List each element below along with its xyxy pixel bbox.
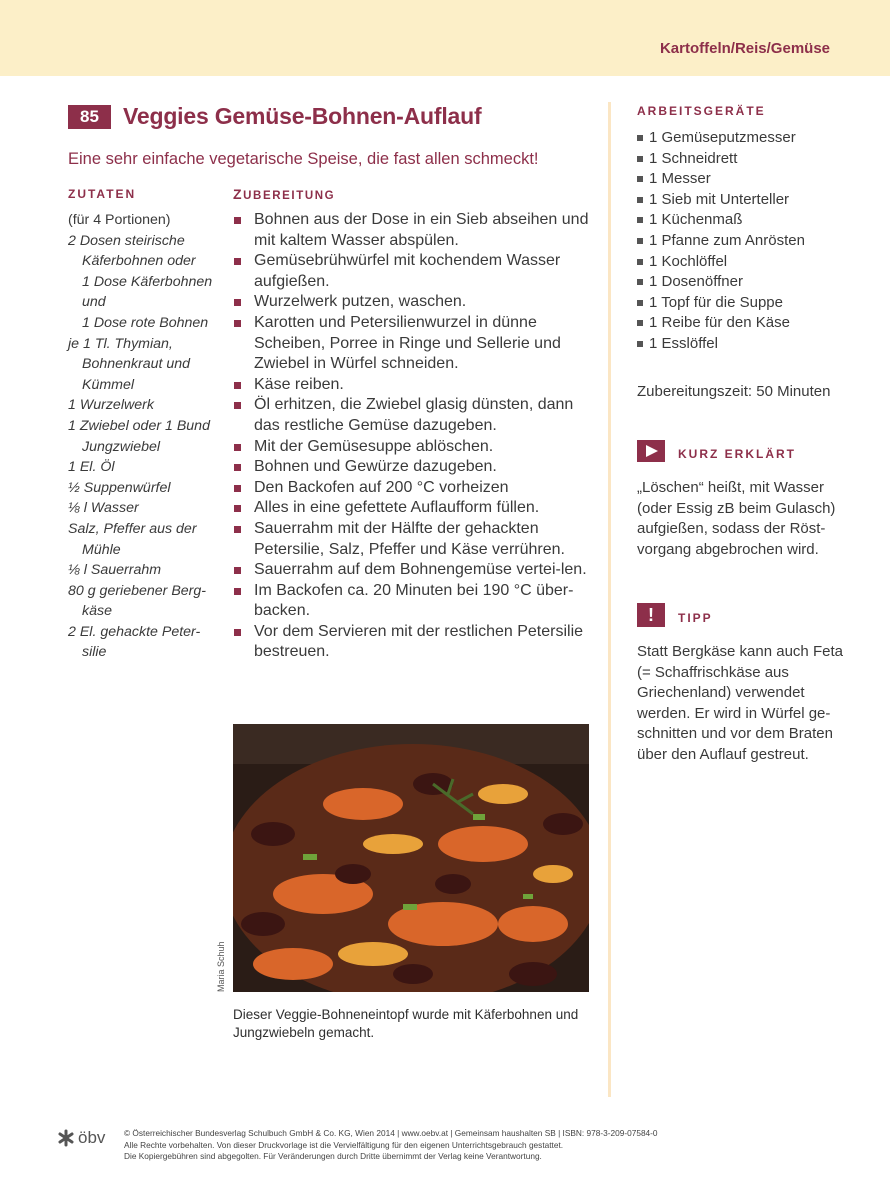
photo-caption: Dieser Veggie-Bohneneintopf wurde mit Käferbohnen und Jungzwiebeln gemacht.	[233, 1007, 579, 1040]
tool-item-text: 1 Sieb mit Unterteller	[649, 190, 790, 208]
preparation-step-text: Mit der Gemüsesuppe ablöschen.	[254, 437, 494, 455]
bullet-square-icon	[637, 217, 643, 223]
tools-list	[637, 128, 805, 355]
tool-item-text: 1 Gemüseputzmesser	[649, 129, 796, 146]
header-band	[0, 0, 890, 76]
ingredient-line: silie	[82, 644, 107, 661]
preparation-step-text: Bohnen und Gewürze dazugeben.	[254, 458, 497, 476]
tool-item-text: 1 Reibe für den Käse	[649, 314, 790, 332]
preparation-step-text: Käse reiben.	[254, 375, 344, 393]
tool-item	[637, 169, 805, 190]
exclamation-icon: !	[637, 603, 665, 627]
ingredient-line: ⅛ l Sauerrahm	[68, 562, 162, 579]
publisher-logo	[57, 1128, 105, 1148]
preparation-step-text: Bohnen aus der Dose in ein Sieb abseihen und mit kaltem Wasser abspülen.	[254, 211, 589, 249]
photo-credit: Maria Schuh	[216, 941, 226, 992]
footer-line-3: Die Kopiergebühren sind abgegolten. Für Veränderungen durch Dritte übernimmt der Verlag keine Verantwortung.	[124, 1151, 542, 1162]
preparation-heading: ZUBEREITUNG	[233, 186, 336, 202]
preparation-step	[233, 375, 593, 396]
logo-star-icon	[57, 1129, 75, 1147]
ingredient-line: und	[82, 294, 106, 311]
tip-heading: TIPP	[678, 611, 713, 625]
preparation-step	[233, 292, 593, 313]
bullet-square-icon	[637, 320, 643, 326]
footer-line-1: © Österreichischer Bundesverlag Schulbuch GmbH & Co. KG, Wien 2014 | www.oebv.at | Gemeinsam haushalten SB | ISBN: 978-3-209-07584-0	[124, 1128, 658, 1138]
ingredient-line: 2 El. gehackte Peter-	[68, 623, 201, 640]
bullet-square-icon	[234, 402, 241, 409]
preparation-step	[233, 519, 593, 560]
ingredient-line: Jungzwiebel	[82, 438, 161, 455]
ingredient-line: Käferbohnen oder	[82, 253, 196, 270]
bullet-square-icon	[234, 217, 241, 224]
tool-item	[637, 313, 805, 334]
logo-text: öbv	[78, 1128, 106, 1147]
preparation-step	[233, 457, 593, 478]
prep-time: Zubereitungszeit: 50 Minuten	[637, 383, 831, 400]
ingredient-line: je 1 Tl. Thymian,	[68, 335, 173, 352]
tool-item-text: 1 Schneidrett	[649, 149, 738, 167]
preparation-step	[233, 581, 593, 622]
tool-item	[637, 231, 805, 252]
ingredient-line: Mühle	[82, 541, 121, 558]
bullet-square-icon	[234, 382, 241, 389]
tool-item	[637, 210, 805, 231]
preparation-step-text: Sauerrahm auf dem Bohnengemüse vertei-len.	[254, 561, 587, 579]
ingredient-line: 80 g geriebener Berg-	[68, 582, 207, 599]
ingredient-line: 1 Dose Käferbohnen	[82, 273, 213, 290]
bullet-square-icon	[637, 156, 643, 162]
bullet-square-icon	[234, 444, 241, 451]
preparation-step-text: Vor dem Servieren mit der restlichen Petersilie bestreuen.	[254, 622, 584, 661]
tool-item	[637, 128, 805, 149]
column-divider	[608, 102, 611, 1097]
bullet-square-icon	[637, 259, 643, 265]
bullet-square-icon	[234, 526, 241, 533]
ingredient-line: 1 Zwiebel oder 1 Bund	[68, 417, 210, 434]
tool-item	[637, 293, 805, 314]
bullet-square-icon	[637, 341, 643, 347]
preparation-step-text: Wurzelwerk putzen, waschen.	[254, 293, 467, 311]
recipe-subtitle: Eine sehr einfache vegetarische Speise, die fast allen schmeckt!	[68, 150, 539, 168]
ingredient-line: Salz, Pfeffer aus der	[68, 520, 197, 537]
bullet-square-icon	[637, 176, 643, 182]
play-icon	[637, 440, 665, 462]
ingredient-line: Bohnenkraut und	[82, 356, 191, 373]
ingredient-line: 1 El. Öl	[68, 459, 115, 476]
ingredient-line: (für 4 Portionen)	[68, 212, 171, 228]
bullet-square-icon	[234, 464, 241, 471]
recipe-number-badge: 85	[68, 105, 111, 129]
bullet-square-icon	[234, 485, 241, 492]
bullet-square-icon	[637, 135, 643, 141]
preparation-step-text: Im Backofen ca. 20 Minuten bei 190 °C über-backen.	[254, 581, 574, 620]
preparation-step	[233, 478, 593, 499]
section-label: Kartoffeln/Reis/Gemüse	[659, 40, 830, 57]
tools-heading: ARBEITSGERÄTE	[637, 104, 766, 118]
preparation-step-text: Sauerrahm mit der Hälfte der gehackten Petersilie, Salz, Pfeffer und Käse verrühren.	[254, 519, 565, 558]
tool-item-text: 1 Pfanne zum Anrösten	[649, 231, 805, 249]
ingredients-list	[68, 210, 228, 663]
tool-item-text: 1 Küchenmaß	[649, 211, 743, 229]
recipe-title: Veggies Gemüse-Bohnen-Auflauf	[123, 103, 482, 129]
bullet-square-icon	[234, 320, 241, 327]
tool-item	[637, 190, 805, 211]
recipe-title-row	[68, 103, 481, 130]
bullet-square-icon	[637, 300, 643, 306]
preparation-step	[233, 622, 593, 663]
tool-item-text: 1 Messer	[649, 170, 711, 188]
footer-legal	[124, 1128, 658, 1163]
preparation-step-text: Alles in eine gefettete Auflaufform füllen.	[254, 499, 540, 517]
tool-item	[637, 272, 805, 293]
bullet-square-icon	[234, 299, 241, 306]
preparation-step	[233, 395, 593, 436]
short-explained-heading: KURZ ERKLÄRT	[678, 447, 796, 461]
preparation-step-text: Öl erhitzen, die Zwiebel glasig dünsten, dann das restliche Gemüse dazugeben.	[254, 396, 574, 434]
footer-line-2: Alle Rechte vorbehalten. Von dieser Druckvorlage ist die Vervielfältigung für den eigenen Unterrichtsgebrauch gestattet.	[124, 1139, 564, 1150]
ingredient-line: käse	[82, 603, 112, 620]
ingredient-line: 1 Wurzelwerk	[68, 397, 154, 414]
preparation-step-text: Den Backofen auf 200 °C vorheizen	[254, 478, 509, 496]
preparation-step	[233, 498, 593, 519]
tool-item-text: 1 Esslöffel	[649, 334, 718, 352]
tool-item	[637, 334, 805, 355]
bullet-square-icon	[637, 238, 643, 244]
preparation-step	[233, 437, 593, 458]
ingredient-line: 2 Dosen steirische	[68, 232, 185, 249]
preparation-step-text: Karotten und Petersilienwurzel in dünne Scheiben, Porree in Ringe und Sellerie und Zwiebel in Würfel schneiden.	[254, 313, 561, 373]
tool-item	[637, 149, 805, 170]
bullet-square-icon	[234, 588, 241, 595]
tip-text: Statt Bergkäse kann auch Feta (= Schaffrischkäse aus Griechenland) verwendet werden. Er wird in Würfel ge-schnitten und vor dem Braten über den Auflauf gestreut.	[637, 643, 843, 763]
ingredient-line: ⅛ l Wasser	[68, 500, 139, 517]
preparation-step	[233, 251, 593, 292]
bullet-square-icon	[234, 505, 241, 512]
tool-item-text: 1 Kochlöffel	[649, 252, 728, 270]
preparation-step	[233, 313, 593, 375]
preparation-step-text: Gemüsebrühwürfel mit kochendem Wasser aufgießen.	[254, 252, 561, 290]
ingredient-line: Kümmel	[82, 376, 135, 393]
preparation-step	[233, 210, 593, 251]
bullet-square-icon	[234, 258, 241, 265]
tool-item-text: 1 Dosenöffner	[649, 273, 743, 291]
ingredients-heading: ZUTATEN	[68, 187, 137, 201]
bullet-square-icon	[234, 629, 241, 636]
preparation-steps	[233, 210, 593, 663]
dish-photo	[233, 724, 589, 992]
short-explained-text: „Löschen“ heißt, mit Wasser (oder Essig zB beim Gulasch) aufgießen, sodass der Röst-vorgang abgebrochen wird.	[637, 479, 836, 558]
ingredient-line: 1 Dose rote Bohnen	[82, 314, 209, 331]
ingredient-line: ½ Suppenwürfel	[68, 479, 171, 496]
bullet-square-icon	[637, 279, 643, 285]
tool-item-text: 1 Topf für die Suppe	[649, 293, 783, 311]
bullet-square-icon	[637, 197, 643, 203]
preparation-step	[233, 560, 593, 581]
tool-item	[637, 252, 805, 273]
bullet-square-icon	[234, 567, 241, 574]
